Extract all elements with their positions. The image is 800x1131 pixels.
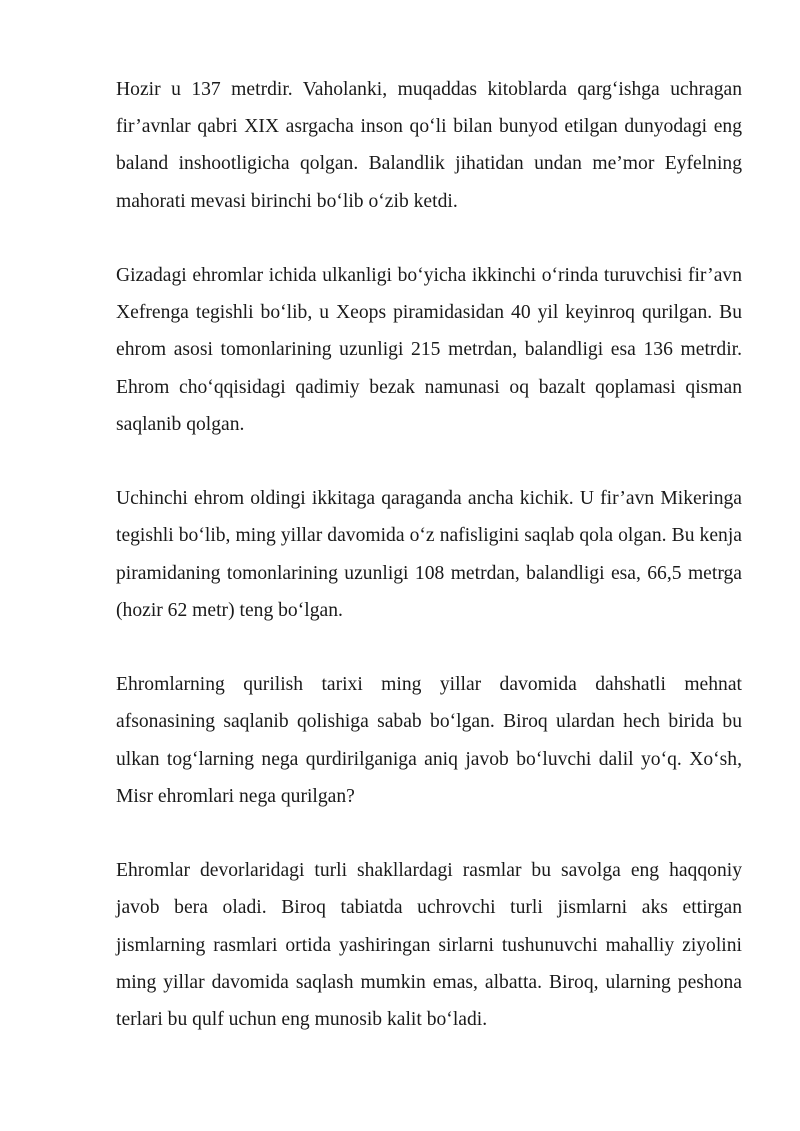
paragraph-2: Gizadagi ehromlar ichida ulkanligi bo‘yicha ikkinchi o‘rinda turuvchisi fir’avn Xefrenga tegishli bo‘lib, u Xeops piramidasidan 40 yil keyinroq qurilgan. Bu ehrom asosi tomonlarining uzunligi 215 metrdan, balandligi esa 136 metrdir. Ehrom cho‘qqisidagi qadimiy bezak namunasi oq bazalt qoplamasi qisman saqlanib qolgan. xyxy=(116,265,742,435)
paragraph-5: Ehromlar devorlaridagi turli shakllardagi rasmlar bu savolga eng haqqoniy javob bera oladi. Biroq tabiatda uchrovchi turli jismlarni aks ettirgan jismlarning rasmlari ortida yashiringan sirlarni tushunuvchi mahalliy ziyolini ming yillar davomida saqlash mumkin emas, albatta. Biroq, ularning peshona terlari bu qulf uchun eng munosib kalit bo‘ladi. xyxy=(116,860,742,1031)
paragraph-1: Hozir u 137 metrdir. Vaholanki, muqaddas kitoblarda qarg‘ishga uchragan fir’avnlar qabri XIX asrgacha inson qo‘li bilan bunyod etilgan dunyodagi eng baland inshootligicha qolgan. Balandlik jihatidan undan me’mor Eyfelning mahorati mevasi birinchi bo‘lib o‘zib ketdi. xyxy=(116,79,742,212)
paragraph-3: Uchinchi ehrom oldingi ikkitaga qaraganda ancha kichik. U fir’avn Mikeringa tegishli bo‘lib, ming yillar davomida o‘z nafisligini saqlab qola olgan. Bu kenja piramidaning tomonlarining uzunligi 108 metrdan, balandligi esa, 66,5 metrga (hozir 62 metr) teng bo‘lgan. xyxy=(116,488,742,621)
paragraph-4: Ehromlarning qurilish tarixi ming yillar davomida dahshatli mehnat afsonasining saqlanib qolishiga sabab bo‘lgan. Biroq ulardan hech birida bu ulkan tog‘larning nega qurdirilganiga aniq javob bo‘luvchi dalil yo‘q. Xo‘sh, Misr ehromlari nega qurilgan? xyxy=(116,674,742,807)
document-page xyxy=(116,71,742,1038)
